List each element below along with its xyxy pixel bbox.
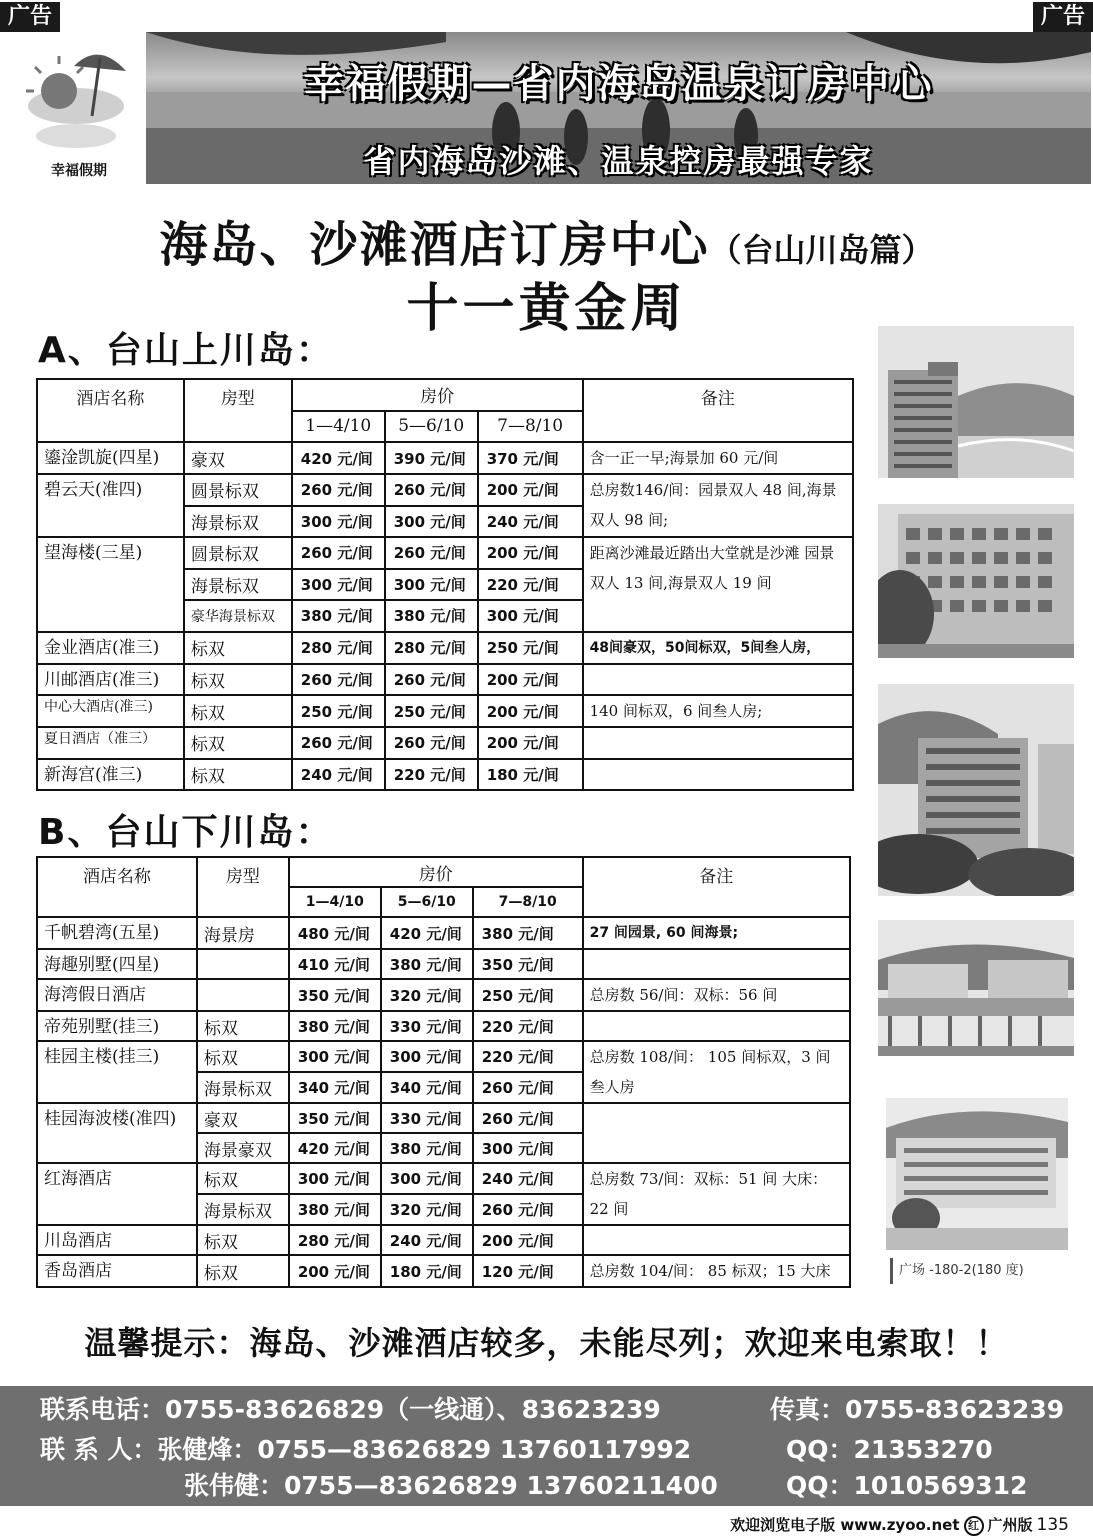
contact-qq-2: QQ：1010569312 — [786, 1471, 1028, 1500]
contact-phone: 联系电话：0755-83626829（一线通）、83623239 — [40, 1395, 661, 1424]
hotel-name: 金业酒店(准三) — [37, 632, 184, 664]
price-period-3: 250 元/间 — [473, 979, 583, 1011]
hotel-tower-image — [878, 326, 1074, 478]
price-period-3: 350 元/间 — [473, 949, 583, 979]
hotel-name: 望海楼(三星) — [37, 537, 184, 632]
price-period-3: 300 元/间 — [473, 1133, 583, 1163]
price-period-2: 260 元/间 — [385, 474, 478, 506]
page-subtitle: 十一黄金周 — [406, 279, 687, 339]
room-type: 标双 — [197, 1255, 289, 1287]
hotel-note: 总房数 108/间： 105 间标双，3 间叁人房 — [583, 1041, 850, 1103]
contact-person-2: 张伟健：0755—83626829 13760211400 — [184, 1471, 718, 1500]
price-period-2: 300 元/间 — [385, 506, 478, 538]
price-period-3: 120 元/间 — [473, 1255, 583, 1287]
hotel-name: 海趣别墅(四星) — [37, 949, 197, 979]
price-period-2: 390 元/间 — [385, 442, 478, 474]
header-hotel-name: 酒店名称 — [37, 379, 184, 442]
hotel-name: 帝苑别墅(挂三) — [37, 1011, 197, 1041]
room-type: 海景房 — [197, 917, 289, 949]
room-type — [197, 949, 289, 979]
page-title-main: 海岛、沙滩酒店订房中心 — [159, 217, 710, 273]
hotel-name: 新海宫(准三) — [37, 759, 184, 791]
price-period-3: 370 元/间 — [478, 442, 583, 474]
contact-fax: 传真：0755-83623239 — [770, 1395, 1065, 1424]
hotel-name: 千帆碧湾(五星) — [37, 917, 197, 949]
contact-qq-1: QQ：21353270 — [786, 1435, 993, 1464]
hotel-note — [583, 1103, 850, 1163]
header-period-3: 7—8/10 — [473, 887, 583, 917]
hotel-hillside-image — [878, 684, 1074, 896]
price-period-1: 260 元/间 — [292, 474, 385, 506]
hotel-note — [583, 949, 850, 979]
footer-text: 欢迎浏览电子版 www.zyoo.net — [730, 1516, 960, 1534]
hotel-name: 碧云天(准四) — [37, 474, 184, 537]
price-period-1: 380 元/间 — [289, 1011, 381, 1041]
price-period-1: 300 元/间 — [292, 569, 385, 601]
room-type: 海景标双 — [197, 1072, 289, 1103]
table-row — [37, 1225, 850, 1255]
price-period-1: 260 元/间 — [292, 664, 385, 696]
price-period-3: 200 元/间 — [478, 695, 583, 727]
table-row — [37, 979, 850, 1011]
hotel-table-a — [36, 378, 854, 791]
price-period-1: 350 元/间 — [289, 1103, 381, 1133]
room-type: 圆景标双 — [184, 537, 292, 569]
header-price: 房价 — [292, 379, 583, 411]
price-period-3: 220 元/间 — [473, 1041, 583, 1072]
price-period-2: 300 元/间 — [385, 569, 478, 601]
hotel-note: 48间豪双，50间标双，5间叁人房， — [583, 632, 853, 664]
hotel-building-image — [878, 504, 1074, 658]
sun-umbrella-icon — [14, 36, 144, 156]
price-period-3: 200 元/间 — [473, 1225, 583, 1255]
room-type: 标双 — [197, 1225, 289, 1255]
header-period-1: 1—4/10 — [292, 411, 385, 443]
room-type: 豪华海景标双 — [184, 600, 292, 632]
room-type: 标双 — [184, 695, 292, 727]
room-type — [197, 979, 289, 1011]
header-room-type: 房型 — [197, 857, 289, 917]
header-period-2: 5—6/10 — [385, 411, 478, 443]
price-period-2: 340 元/间 — [381, 1072, 473, 1103]
hotel-note — [583, 1225, 850, 1255]
price-period-3: 260 元/间 — [473, 1072, 583, 1103]
price-period-1: 410 元/间 — [289, 949, 381, 979]
table-row — [37, 442, 853, 474]
price-period-2: 250 元/间 — [385, 695, 478, 727]
hotel-square-image — [886, 1098, 1068, 1250]
room-type: 标双 — [197, 1041, 289, 1072]
room-type: 海景标双 — [184, 506, 292, 538]
hotel-name: 鎏淦凯旋(四星) — [37, 442, 184, 474]
hotel-photo-2 — [878, 504, 1074, 658]
price-period-3: 240 元/间 — [473, 1163, 583, 1194]
price-period-3: 380 元/间 — [473, 917, 583, 949]
room-type: 标双 — [197, 1163, 289, 1194]
hotel-note: 总房数146/间：园景双人 48 间,海景双人 98 间; — [583, 474, 853, 537]
price-period-2: 180 元/间 — [381, 1255, 473, 1287]
price-period-3: 240 元/间 — [478, 506, 583, 538]
price-period-2: 330 元/间 — [381, 1011, 473, 1041]
price-period-1: 480 元/间 — [289, 917, 381, 949]
price-period-1: 260 元/间 — [292, 537, 385, 569]
header-room-type: 房型 — [184, 379, 292, 442]
hotel-photo-1 — [878, 326, 1074, 478]
header-period-3: 7—8/10 — [478, 411, 583, 443]
page-footer — [730, 1514, 1069, 1536]
page-number: 135 — [1036, 1515, 1069, 1535]
header-period-1: 1—4/10 — [289, 887, 381, 917]
table-row — [37, 1163, 850, 1194]
hotel-note: 总房数 104/间： 85 标双；15 大床 — [583, 1255, 850, 1287]
room-type: 海景标双 — [197, 1194, 289, 1225]
table-row — [37, 727, 853, 759]
hotel-note: 140 间标双，6 间叁人房; — [583, 695, 853, 727]
table-row — [37, 1255, 850, 1287]
price-period-1: 260 元/间 — [292, 727, 385, 759]
price-period-1: 280 元/间 — [289, 1225, 381, 1255]
hotel-name: 红海酒店 — [37, 1163, 197, 1225]
room-type: 标双 — [184, 727, 292, 759]
hotel-name: 桂园海波楼(准四) — [37, 1103, 197, 1163]
logo-text: 幸福假期 — [51, 163, 107, 179]
price-period-3: 260 元/间 — [473, 1194, 583, 1225]
room-type: 圆景标双 — [184, 474, 292, 506]
header-price: 房价 — [289, 857, 583, 887]
hotel-note: 总房数 73/间：双标：51 间 大床：22 间 — [583, 1163, 850, 1225]
price-period-2: 260 元/间 — [385, 727, 478, 759]
room-type: 标双 — [184, 664, 292, 696]
price-period-1: 340 元/间 — [289, 1072, 381, 1103]
price-period-3: 200 元/间 — [478, 664, 583, 696]
price-period-3: 200 元/间 — [478, 537, 583, 569]
hotel-name: 香岛酒店 — [37, 1255, 197, 1287]
banner-subtitle: 省内海岛沙滩、温泉控房最强专家 — [363, 142, 874, 180]
hotel-name: 桂园主楼(挂三) — [37, 1041, 197, 1103]
hotel-note — [583, 664, 853, 696]
hotel-table-b — [36, 856, 851, 1288]
hotel-note: 含一正一早;海景加 60 元/间 — [583, 442, 853, 474]
price-period-3: 200 元/间 — [478, 474, 583, 506]
hong-badge-icon: 红 — [964, 1516, 984, 1536]
header-note: 备注 — [583, 379, 853, 442]
banner-title: 幸福假期—省内海岛温泉订房中心 — [303, 61, 934, 107]
footer-edition: 广州版 — [987, 1516, 1033, 1534]
hotel-photo-3 — [878, 684, 1074, 896]
table-row — [37, 1041, 850, 1072]
table-row — [37, 759, 853, 791]
price-period-3: 220 元/间 — [473, 1011, 583, 1041]
hotel-name: 海湾假日酒店 — [37, 979, 197, 1011]
hotel-name: 川邮酒店(准三) — [37, 664, 184, 696]
price-period-2: 380 元/间 — [385, 600, 478, 632]
price-period-3: 200 元/间 — [478, 727, 583, 759]
table-row — [37, 695, 853, 727]
room-type: 标双 — [197, 1011, 289, 1041]
price-period-1: 300 元/间 — [289, 1041, 381, 1072]
contact-bar — [0, 1386, 1093, 1506]
hotel-note — [583, 759, 853, 791]
price-period-2: 220 元/间 — [385, 759, 478, 791]
photo-caption: 广场 -180-2(180 度) — [890, 1258, 1070, 1284]
price-period-3: 260 元/间 — [473, 1103, 583, 1133]
price-period-1: 300 元/间 — [289, 1163, 381, 1194]
price-period-1: 420 元/间 — [292, 442, 385, 474]
price-period-2: 320 元/间 — [381, 1194, 473, 1225]
section-a-title: A、台山上川岛： — [38, 330, 334, 371]
hotel-name: 中心大酒店(准三) — [37, 695, 184, 727]
page-title-paren: （台山川岛篇） — [709, 231, 934, 269]
price-period-2: 300 元/间 — [381, 1041, 473, 1072]
table-row — [37, 949, 850, 979]
price-period-2: 260 元/间 — [385, 537, 478, 569]
table-row — [37, 917, 850, 949]
room-type: 标双 — [184, 759, 292, 791]
hotel-photo-5 — [886, 1098, 1068, 1250]
ad-label-left: 广告 — [0, 2, 60, 32]
price-period-1: 280 元/间 — [292, 632, 385, 664]
table-row — [37, 1011, 850, 1041]
price-period-2: 320 元/间 — [381, 979, 473, 1011]
price-period-1: 240 元/间 — [292, 759, 385, 791]
hotel-villa-image — [878, 920, 1074, 1056]
hotel-note: 总房数 56/间：双标：56 间 — [583, 979, 850, 1011]
price-period-2: 420 元/间 — [381, 917, 473, 949]
header-hotel-name: 酒店名称 — [37, 857, 197, 917]
price-period-3: 180 元/间 — [478, 759, 583, 791]
room-type: 豪双 — [184, 442, 292, 474]
price-period-2: 380 元/间 — [381, 949, 473, 979]
header-banner — [146, 32, 1091, 184]
hotel-note — [583, 727, 853, 759]
room-type: 海景标双 — [184, 569, 292, 601]
price-period-3: 220 元/间 — [478, 569, 583, 601]
price-period-2: 300 元/间 — [381, 1163, 473, 1194]
hotel-note: 27 间园景, 60 间海景; — [583, 917, 850, 949]
price-period-1: 250 元/间 — [292, 695, 385, 727]
price-period-1: 380 元/间 — [289, 1194, 381, 1225]
hotel-photo-4 — [878, 920, 1074, 1056]
contact-person-1: 联 系 人：张健烽：0755—83626829 13760117992 — [40, 1435, 692, 1464]
table-row — [37, 474, 853, 506]
header-note: 备注 — [583, 857, 850, 917]
price-period-1: 200 元/间 — [289, 1255, 381, 1287]
hotel-name: 夏日酒店（准三） — [37, 727, 184, 759]
price-period-2: 330 元/间 — [381, 1103, 473, 1133]
brand-logo — [14, 36, 144, 184]
price-period-1: 380 元/间 — [292, 600, 385, 632]
price-period-2: 260 元/间 — [385, 664, 478, 696]
price-period-3: 300 元/间 — [478, 600, 583, 632]
price-period-1: 300 元/间 — [292, 506, 385, 538]
table-row — [37, 537, 853, 569]
price-period-3: 250 元/间 — [478, 632, 583, 664]
price-period-1: 420 元/间 — [289, 1133, 381, 1163]
ad-label-right: 广告 — [1033, 2, 1093, 32]
price-period-1: 350 元/间 — [289, 979, 381, 1011]
table-row — [37, 632, 853, 664]
price-period-2: 280 元/间 — [385, 632, 478, 664]
hotel-name: 川岛酒店 — [37, 1225, 197, 1255]
room-type: 海景豪双 — [197, 1133, 289, 1163]
price-period-2: 240 元/间 — [381, 1225, 473, 1255]
price-period-2: 380 元/间 — [381, 1133, 473, 1163]
section-b-title: B、台山下川岛： — [38, 812, 334, 853]
page-title — [0, 206, 1093, 275]
room-type: 豪双 — [197, 1103, 289, 1133]
hotel-note — [583, 1011, 850, 1041]
table-row — [37, 1103, 850, 1133]
header-period-2: 5—6/10 — [381, 887, 473, 917]
reminder-text: 温馨提示：海岛、沙滩酒店较多，未能尽列；欢迎来电索取！！ — [84, 1324, 1009, 1362]
hotel-note: 距离沙滩最近踏出大堂就是沙滩 园景双人 13 间,海景双人 19 间 — [583, 537, 853, 632]
room-type: 标双 — [184, 632, 292, 664]
table-row — [37, 664, 853, 696]
